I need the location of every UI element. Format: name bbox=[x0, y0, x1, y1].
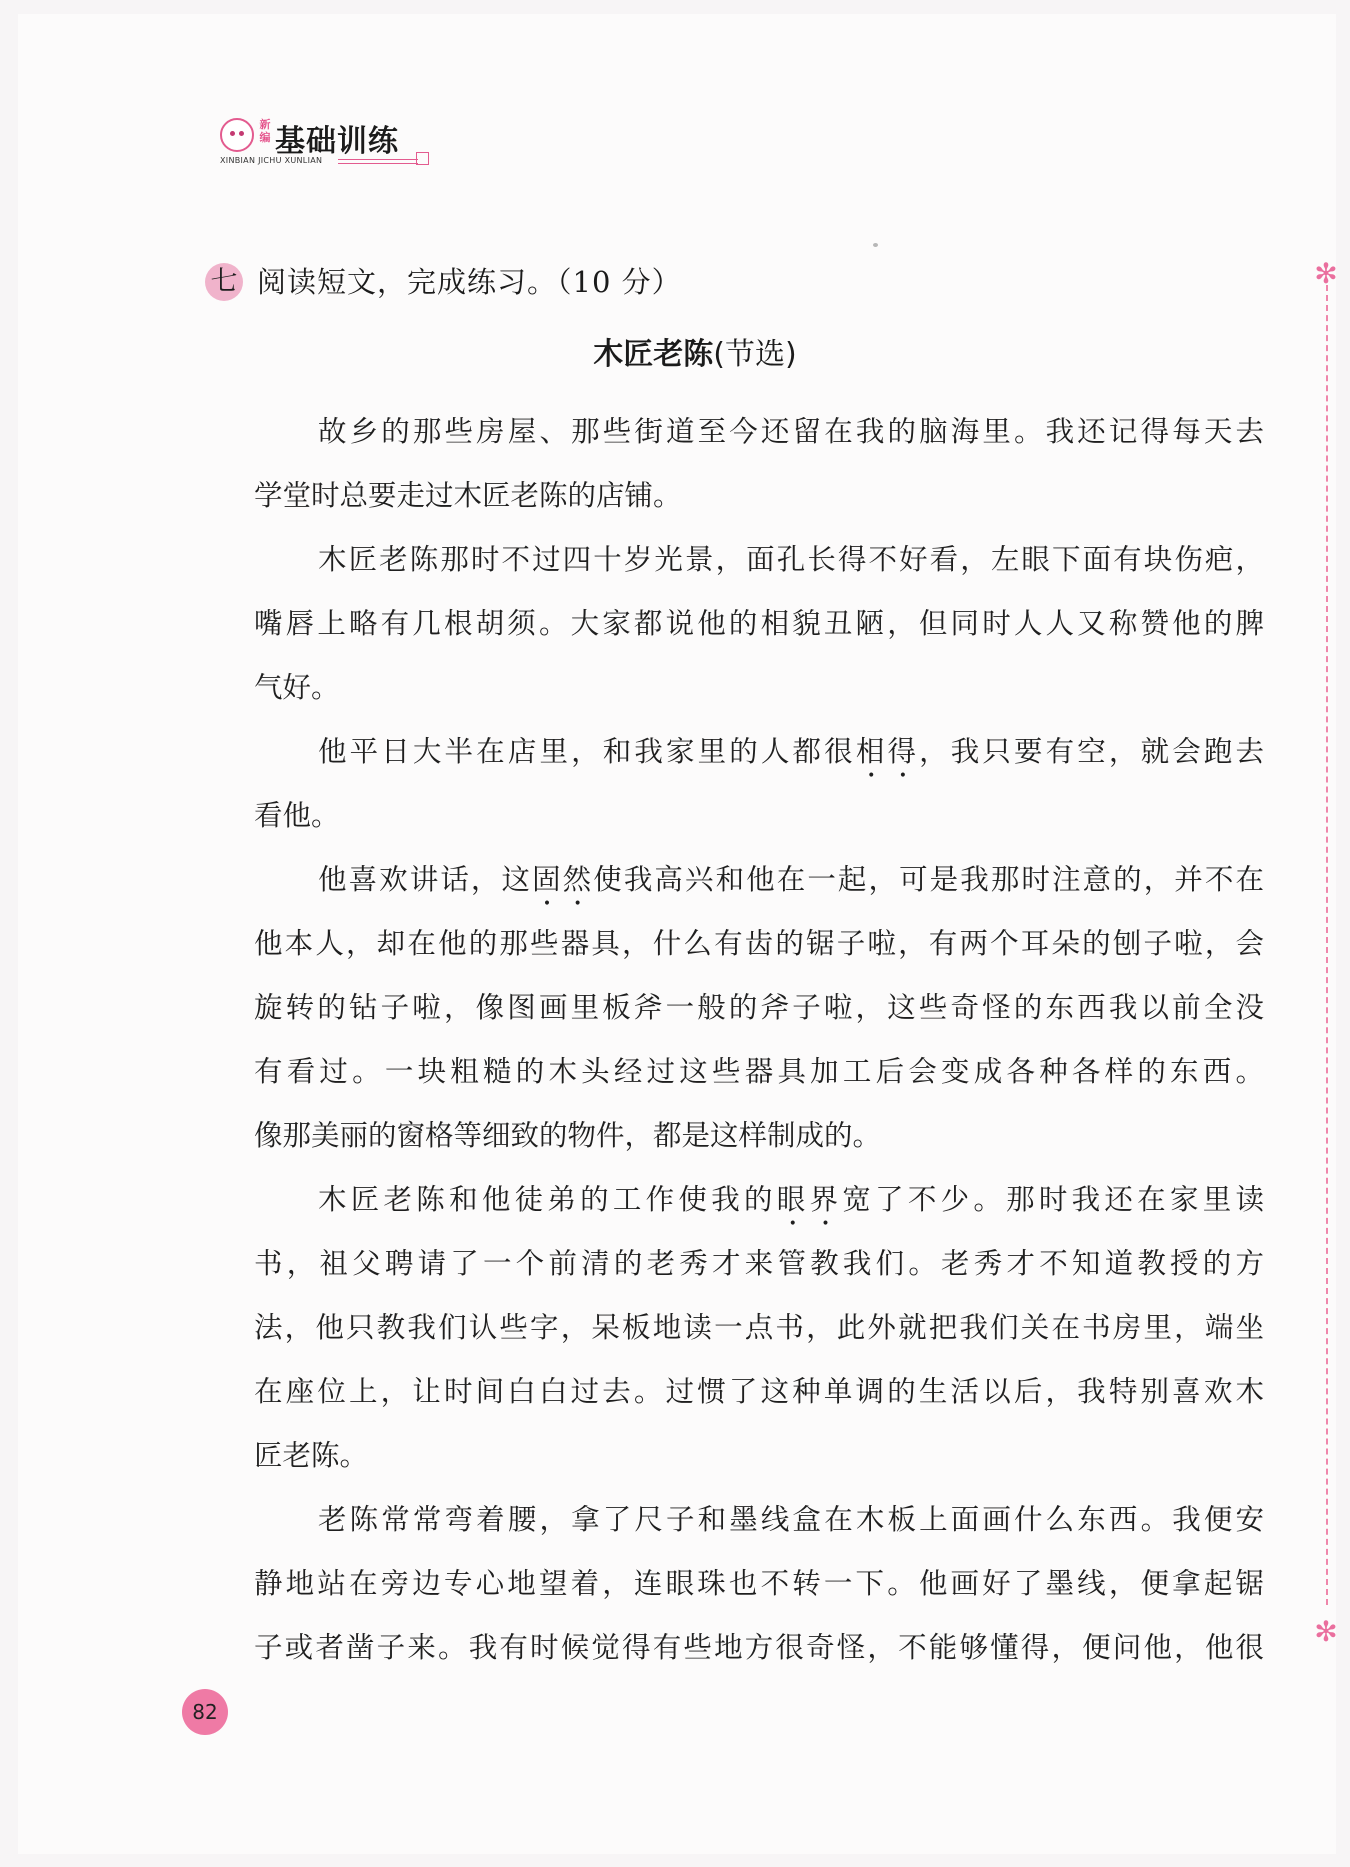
passage-text: 木匠老陈和他徒弟的工作使我的 bbox=[318, 1183, 777, 1216]
article-title-note: (节选) bbox=[713, 337, 797, 372]
question-prompt: 阅读短文，完成练习。（10 分） bbox=[257, 265, 682, 299]
passage-line: 在座位上，让时间白白过去。过惯了这种单调的生活以后，我特别喜欢木 bbox=[254, 1375, 1264, 1408]
passage-text: 他平日大半在店里，和我家里的人都很 bbox=[318, 735, 856, 768]
flower-icon: ✻ bbox=[1314, 1615, 1338, 1648]
logo-pinyin: XINBIAN JICHU XUNLIAN bbox=[220, 156, 323, 165]
passage-line: 有看过。一块粗糙的木头经过这些器具加工后会变成各种各样的东西。 bbox=[254, 1055, 1264, 1088]
passage-line: 法，他只教我们认些字，呆板地读一点书，此外就把我们关在书房里，端坐 bbox=[254, 1311, 1264, 1344]
passage-line: 旋转的钻子啦，像图画里板斧一般的斧子啦，这些奇怪的东西我以前全没 bbox=[254, 991, 1264, 1024]
passage-line: 看他。 bbox=[254, 799, 340, 832]
mascot-face-icon bbox=[220, 118, 254, 152]
passage-line bbox=[254, 848, 1264, 912]
passage-text: 宽了不少。那时我还在家里读 bbox=[842, 1183, 1264, 1216]
article-title bbox=[0, 333, 1350, 377]
page-number: 82 bbox=[182, 1689, 228, 1735]
decorative-dashed-border bbox=[1326, 285, 1328, 1605]
scan-speck bbox=[873, 243, 878, 247]
logo-title: 基础训练 bbox=[275, 124, 399, 159]
passage-line bbox=[254, 720, 1264, 784]
passage-line: 木匠老陈那时不过四十岁光景，面孔长得不好看，左眼下面有块伤疤， bbox=[318, 543, 1264, 576]
passage-line: 嘴唇上略有几根胡须。大家都说他的相貌丑陋，但同时人人又称赞他的脾 bbox=[254, 607, 1264, 640]
passage-line: 老陈常常弯着腰，拿了尺子和墨线盒在木板上面画什么东西。我便安 bbox=[318, 1503, 1264, 1536]
passage-text: ，我只要有空，就会跑去 bbox=[919, 735, 1264, 768]
emphasized-word: 眼界 bbox=[776, 1183, 843, 1216]
emphasized-word: 固然 bbox=[532, 863, 594, 896]
passage-text: 使我高兴和他在一起，可是我那时注意的，并不在 bbox=[593, 863, 1264, 896]
passage-text: 他喜欢讲话，这 bbox=[318, 863, 533, 896]
article-passage bbox=[254, 400, 1264, 1680]
passage-line: 他本人，却在他的那些器具，什么有齿的锯子啦，有两个耳朵的刨子啦，会 bbox=[254, 927, 1264, 960]
passage-line: 学堂时总要走过木匠老陈的店铺。 bbox=[254, 479, 682, 512]
series-logo bbox=[220, 112, 430, 167]
passage-line: 气好。 bbox=[254, 671, 340, 704]
passage-line: 子或者凿子来。我有时候觉得有些地方很奇怪，不能够懂得，便问他，他很 bbox=[254, 1631, 1264, 1664]
passage-line: 故乡的那些房屋、那些街道至今还留在我的脑海里。我还记得每天去 bbox=[318, 415, 1264, 448]
passage-line bbox=[254, 1168, 1264, 1232]
logo-square-icon bbox=[416, 152, 429, 165]
article-title-main: 木匠老陈 bbox=[593, 337, 714, 372]
logo-new-label: 新编 bbox=[259, 118, 271, 144]
passage-line: 书，祖父聘请了一个前清的老秀才来管教我们。老秀才不知道教授的方 bbox=[254, 1247, 1264, 1280]
logo-rule bbox=[338, 159, 418, 164]
passage-line: 像那美丽的窗格等细致的物件，都是这样制成的。 bbox=[254, 1119, 882, 1152]
question-number-badge: 七 bbox=[205, 263, 243, 301]
flower-icon: ✻ bbox=[1314, 257, 1338, 290]
passage-line: 静地站在旁边专心地望着，连眼珠也不转一下。他画好了墨线，便拿起锯 bbox=[254, 1567, 1264, 1600]
passage-line: 匠老陈。 bbox=[254, 1439, 369, 1472]
emphasized-word: 相得 bbox=[855, 735, 920, 768]
